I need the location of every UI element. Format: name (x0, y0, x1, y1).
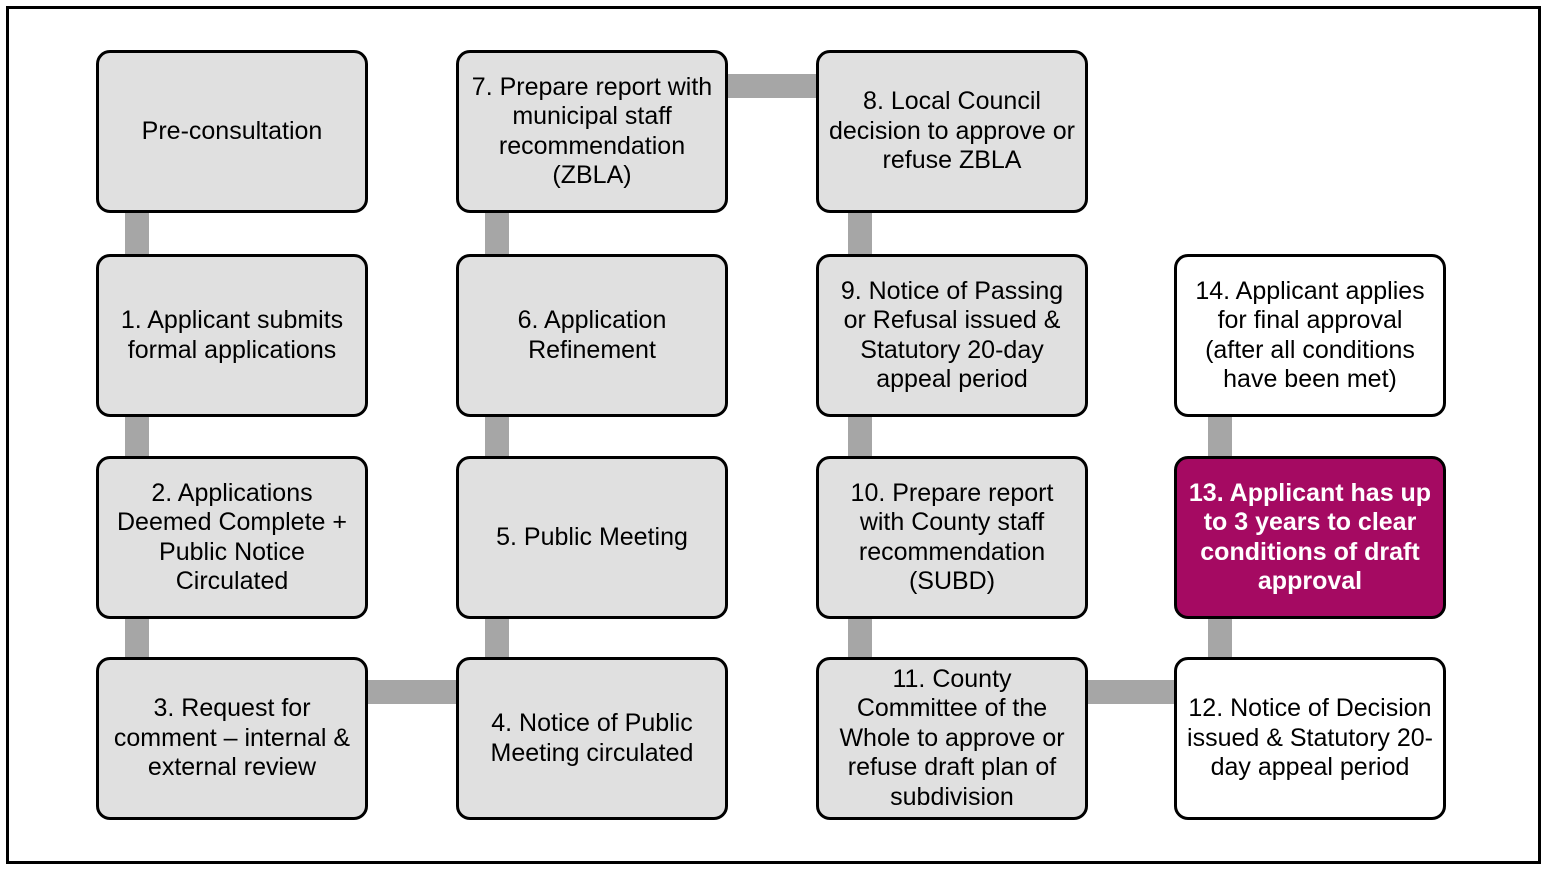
flow-node-label: Pre-consultation (141, 116, 323, 145)
flow-node-n8[interactable] (816, 50, 1088, 213)
flow-node-label: 10. Prepare report with County staff recommendation (SUBD) (850, 478, 1054, 595)
flow-node-n11[interactable] (816, 657, 1088, 820)
flow-node-label: 14. Applicant applies for final approval (after all conditions have been met) (1195, 276, 1425, 393)
flow-node-n14[interactable] (1174, 254, 1446, 417)
flow-node-label: 3. Request for comment – internal & external review (113, 694, 351, 782)
flow-node-n1[interactable] (96, 254, 368, 417)
flow-node-label: 9. Notice of Passing or Refusal issued & Statutory 20-day appeal period (840, 276, 1064, 393)
flow-node-label: 1. Applicant submits formal applications (120, 306, 344, 364)
connector-11-to-12 (1080, 680, 1182, 704)
flow-node-label: 2. Applications Deemed Complete + Public Notice Circulated (117, 478, 347, 595)
connector-7-to-8 (720, 74, 824, 98)
flow-node-n12[interactable] (1174, 657, 1446, 820)
flow-node-n5[interactable] (456, 456, 728, 619)
flow-node-label: 6. Application Refinement (517, 306, 667, 364)
flow-node-label: 12. Notice of Decision issued & Statutory 20-day appeal period (1187, 694, 1433, 782)
flow-node-n4[interactable] (456, 657, 728, 820)
flow-node-n7[interactable] (456, 50, 728, 213)
connector-3-to-4 (360, 680, 464, 704)
flow-node-label: 5. Public Meeting (496, 522, 688, 551)
flow-node-n13[interactable] (1174, 456, 1446, 619)
flow-node-pre[interactable] (96, 50, 368, 213)
flow-node-label: 13. Applicant has up to 3 years to clear conditions of draft approval (1188, 478, 1432, 595)
flow-node-label: 7. Prepare report with municipal staff recommendation (ZBLA) (471, 72, 713, 189)
flow-node-label: 8. Local Council decision to approve or refuse ZBLA (829, 87, 1075, 175)
flow-node-n3[interactable] (96, 657, 368, 820)
flow-node-label: 11. County Committee of the Whole to approve or refuse draft plan of subdivision (839, 664, 1065, 811)
flow-node-n6[interactable] (456, 254, 728, 417)
flow-node-n10[interactable] (816, 456, 1088, 619)
flow-node-n9[interactable] (816, 254, 1088, 417)
flow-node-n2[interactable] (96, 456, 368, 619)
flow-node-label: 4. Notice of Public Meeting circulated (490, 709, 694, 767)
